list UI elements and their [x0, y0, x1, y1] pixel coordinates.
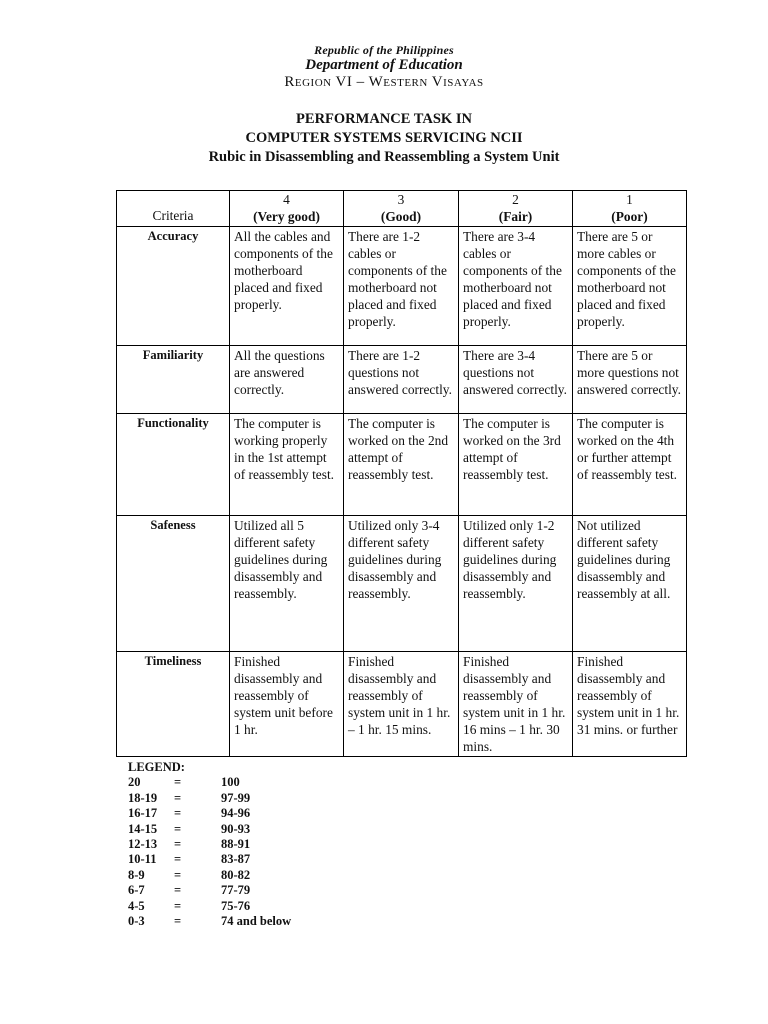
legend-grade: 100 — [221, 775, 240, 790]
cell-text: The computer is working properly in the 1st attempt of reassembly test. — [234, 416, 335, 482]
legend-row — [128, 868, 428, 883]
cell-text: The computer is worked on the 3rd attempt of reassembly test. — [463, 416, 561, 482]
rubric-cell — [344, 346, 459, 414]
level-label: (Very good) — [253, 209, 320, 224]
legend-row — [128, 791, 428, 806]
legend-grade: 74 and below — [221, 913, 292, 928]
rubric-row-functionality — [117, 414, 687, 516]
legend-row — [128, 883, 428, 898]
legend-equals: = — [174, 898, 182, 913]
cell-text: There are 5 or more questions not answered correctly. — [577, 348, 681, 397]
legend-equals: = — [174, 806, 182, 821]
cell-text: There are 3-4 questions not answered correctly. — [463, 348, 567, 397]
legend-equals: = — [174, 775, 182, 790]
level-header-1 — [573, 191, 687, 227]
rubric-cell — [459, 414, 573, 516]
legend-range: 12-13 — [128, 836, 158, 851]
legend-equals: = — [174, 821, 182, 836]
rubric-cell — [573, 652, 687, 757]
cell-text: There are 1-2 cables or components of the motherboard not placed and fixed properly. — [348, 229, 447, 329]
legend — [128, 760, 428, 929]
level-label: (Poor) — [611, 209, 648, 224]
rubric-cell — [230, 346, 344, 414]
rubric-cell — [230, 652, 344, 757]
criterion-name: Safeness — [117, 516, 230, 652]
title-line-3: Rubic in Disassembling and Reassembling a System Unit — [208, 149, 560, 165]
legend-row — [128, 899, 428, 914]
legend-grade: 75-76 — [221, 898, 251, 913]
legend-range: 10-11 — [128, 852, 157, 867]
level-label: (Fair) — [498, 209, 533, 224]
rubric-cell — [459, 346, 573, 414]
legend-grade: 90-93 — [221, 821, 251, 836]
cell-text: Not utilized different safety guidelines during disassembly and reassembly at all. — [577, 518, 671, 601]
region-heading: Region VI – Western Visayas — [284, 74, 484, 90]
legend-equals: = — [174, 790, 182, 805]
rubric-cell — [573, 346, 687, 414]
legend-grade: 88-91 — [221, 836, 251, 851]
cell-text: The computer is worked on the 4th or further attempt of reassembly test. — [577, 416, 678, 482]
rubric-row-familiarity — [117, 346, 687, 414]
rubric-cell — [230, 227, 344, 346]
legend-range: 4-5 — [128, 898, 145, 913]
cell-text: Utilized only 3-4 different safety guidelines during disassembly and reassembly. — [348, 518, 442, 601]
legend-equals: = — [174, 913, 182, 928]
rubric-row-safeness — [117, 516, 687, 652]
legend-grade: 97-99 — [221, 790, 251, 805]
cell-text: Finished disassembly and reassembly of system unit before 1 hr. — [234, 654, 333, 737]
legend-range: 0-3 — [128, 913, 145, 928]
rubric-cell — [230, 414, 344, 516]
level-score: 4 — [283, 192, 290, 207]
legend-range: 20 — [128, 775, 141, 790]
legend-grade: 77-79 — [221, 883, 251, 898]
department-heading: Department of Education — [305, 57, 463, 73]
rubric-table — [116, 190, 687, 757]
cell-text: All the questions are answered correctly. — [234, 348, 325, 397]
cell-text: Finished disassembly and reassembly of system unit in 1 hr. – 1 hr. 15 mins. — [348, 654, 451, 737]
legend-range: 18-19 — [128, 790, 158, 805]
rubric-header-row — [117, 191, 687, 227]
title-line-2: COMPUTER SYSTEMS SERVICING NCII — [245, 130, 523, 146]
rubric-cell — [230, 516, 344, 652]
level-header-2 — [459, 191, 573, 227]
cell-text: All the cables and components of the motherboard placed and fixed properly. — [234, 229, 333, 312]
legend-row — [128, 852, 428, 867]
cell-text: The computer is worked on the 2nd attempt of reassembly test. — [348, 416, 449, 482]
rubric-cell — [344, 414, 459, 516]
rubric-cell — [573, 414, 687, 516]
cell-text: Finished disassembly and reassembly of system unit in 1 hr. 31 mins. or further — [577, 654, 680, 737]
rubric-row-accuracy — [117, 227, 687, 346]
rubric-cell — [573, 227, 687, 346]
rubric-cell — [459, 516, 573, 652]
level-score: 1 — [626, 192, 633, 207]
legend-range: 14-15 — [128, 821, 158, 836]
rubric-cell — [459, 652, 573, 757]
rubric-cell — [344, 227, 459, 346]
rubric-cell — [344, 516, 459, 652]
criterion-name: Accuracy — [117, 227, 230, 346]
cell-text: Finished disassembly and reassembly of system unit in 1 hr. 16 mins – 1 hr. 30 mins. — [463, 654, 566, 754]
legend-range: 6-7 — [128, 883, 145, 898]
level-label: (Good) — [380, 209, 422, 224]
legend-grade: 83-87 — [221, 852, 251, 867]
legend-grade: 94-96 — [221, 806, 251, 821]
criterion-name: Timeliness — [117, 652, 230, 757]
criteria-header: Criteria — [117, 191, 230, 227]
criterion-name: Familiarity — [117, 346, 230, 414]
cell-text: There are 5 or more cables or components of the motherboard not placed and fixed properly. — [577, 229, 676, 329]
level-score: 3 — [397, 192, 405, 207]
cell-text: There are 1-2 questions not answered correctly. — [348, 348, 452, 397]
legend-equals: = — [174, 883, 182, 898]
legend-row — [128, 775, 428, 790]
legend-equals: = — [174, 867, 182, 882]
legend-grade: 80-82 — [221, 867, 251, 882]
legend-row — [128, 914, 428, 929]
legend-range: 8-9 — [128, 867, 145, 882]
legend-equals: = — [174, 852, 182, 867]
republic-heading: Republic of the Philippines — [314, 43, 454, 57]
cell-text: There are 3-4 cables or components of the motherboard not placed and fixed properly. — [463, 229, 562, 329]
legend-equals: = — [174, 836, 182, 851]
level-score: 2 — [512, 192, 519, 207]
rubric-row-timeliness — [117, 652, 687, 757]
legend-row — [128, 837, 428, 852]
rubric-cell — [573, 516, 687, 652]
rubric-cell — [459, 227, 573, 346]
legend-title: LEGEND: — [128, 760, 185, 774]
level-header-3 — [344, 191, 459, 227]
legend-row — [128, 822, 428, 837]
legend-range: 16-17 — [128, 806, 158, 821]
rubric-cell — [344, 652, 459, 757]
legend-row — [128, 806, 428, 821]
level-header-4 — [230, 191, 344, 227]
cell-text: Utilized all 5 different safety guidelines during disassembly and reassembly. — [234, 518, 328, 601]
criterion-name: Functionality — [117, 414, 230, 516]
title-line-1: PERFORMANCE TASK IN — [296, 111, 472, 127]
cell-text: Utilized only 1-2 different safety guidelines during disassembly and reassembly. — [463, 518, 557, 601]
